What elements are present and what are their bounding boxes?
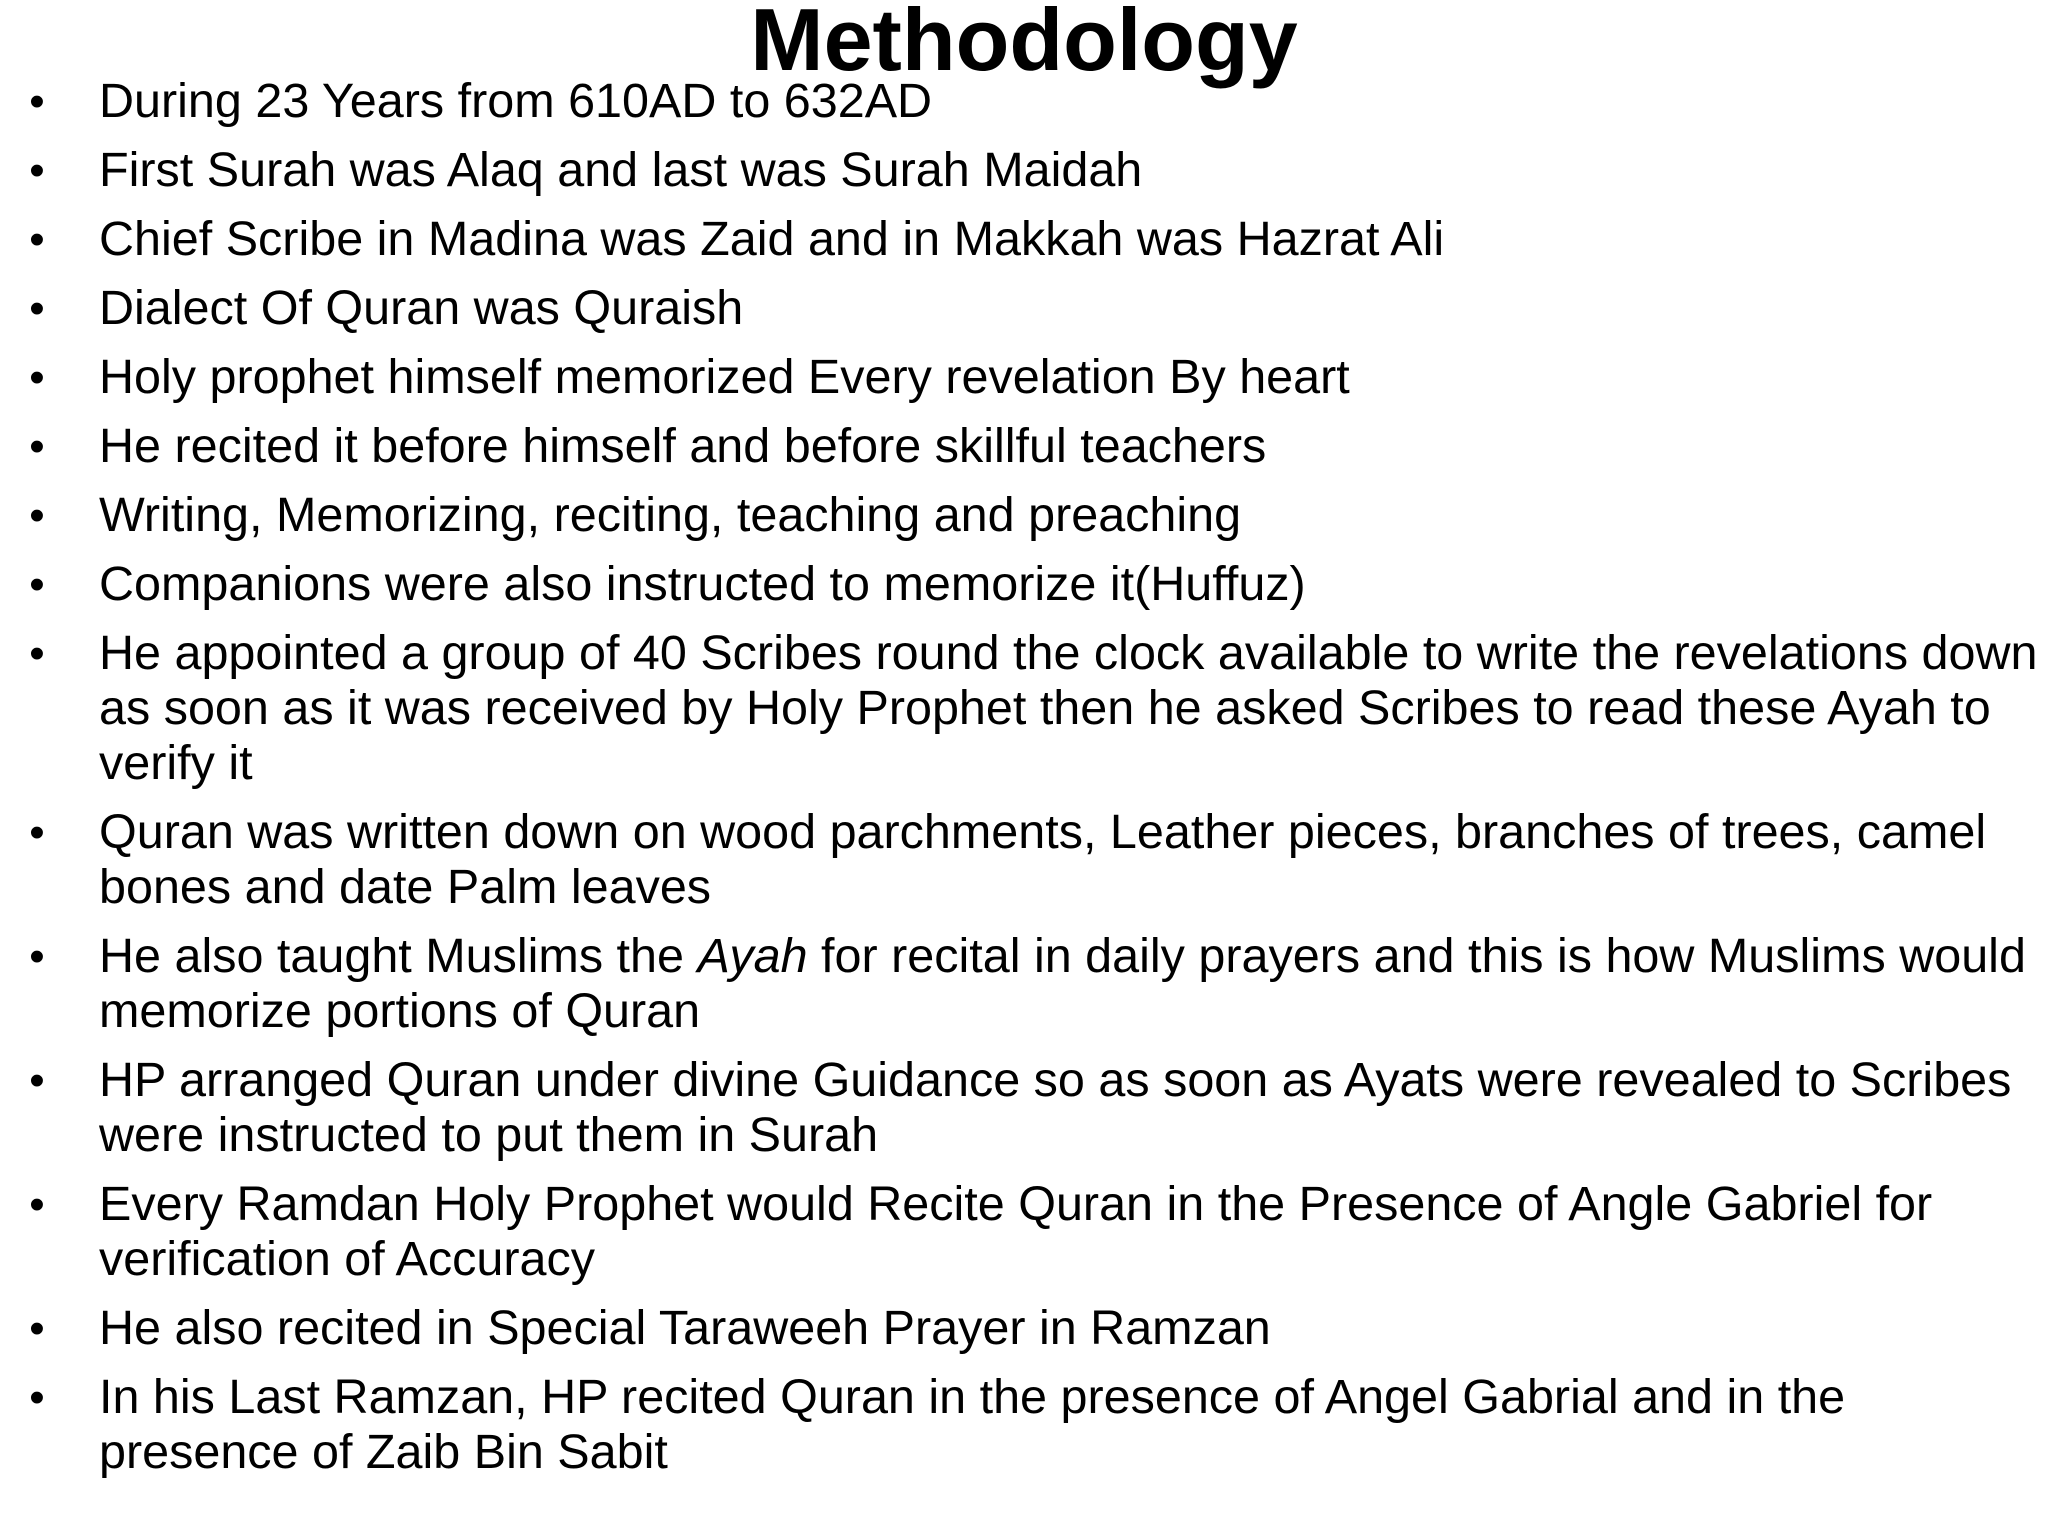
bullet-text-italic: Ayah (697, 929, 808, 983)
bullet-text: He also recited in Special Taraweeh Prayer in Ramzan (99, 1301, 1271, 1355)
bullet-dot-icon: • (29, 1373, 45, 1422)
slide-title: Methodology (750, 0, 1298, 89)
bullet-list (0, 74, 2048, 1494)
bullet-text: He appointed a group of 40 Scribes round the clock available to write the revelations down as soon as it was received by Holy Prophet then he asked Scribes to read these Ayah to verify it (99, 626, 2038, 790)
bullet-item (0, 419, 2048, 474)
bullet-dot-icon: • (29, 1056, 45, 1105)
bullet-item (0, 143, 2048, 198)
bullet-dot-icon: • (29, 932, 45, 981)
bullet-text: HP arranged Quran under divine Guidance so as soon as Ayats were revealed to Scribes were instructed to put them in Surah (99, 1053, 2012, 1162)
bullet-text-part: He also taught Muslims the (99, 929, 698, 983)
bullet-text: Dialect Of Quran was Quraish (99, 281, 744, 335)
bullet-text: Quran was written down on wood parchments, Leather pieces, branches of trees, camel bones and date Palm leaves (99, 805, 1987, 914)
bullet-text: First Surah was Alaq and last was Surah Maidah (99, 143, 1143, 197)
bullet-dot-icon: • (29, 808, 45, 857)
bullet-text: Companions were also instructed to memorize it(Huffuz) (99, 557, 1306, 611)
bullet-dot-icon: • (29, 560, 45, 609)
bullet-dot-icon: • (29, 215, 45, 264)
bullet-item (0, 557, 2048, 612)
bullet-item (0, 805, 2048, 915)
bullet-dot-icon: • (29, 353, 45, 402)
bullet-item (0, 488, 2048, 543)
bullet-item (0, 281, 2048, 336)
bullet-item (0, 626, 2048, 791)
bullet-item (0, 74, 2048, 129)
bullet-dot-icon: • (29, 629, 45, 678)
bullet-item (0, 929, 2048, 1039)
bullet-text: In his Last Ramzan, HP recited Quran in the presence of Angel Gabrial and in the presence of Zaib Bin Sabit (99, 1370, 1846, 1479)
bullet-item (0, 1301, 2048, 1356)
bullet-dot-icon: • (29, 77, 45, 126)
bullet-dot-icon: • (29, 284, 45, 333)
bullet-dot-icon: • (29, 1304, 45, 1353)
bullet-item (0, 212, 2048, 267)
bullet-text: Writing, Memorizing, reciting, teaching and preaching (99, 488, 1242, 542)
bullet-text: Holy prophet himself memorized Every revelation By heart (99, 350, 1350, 404)
bullet-text: During 23 Years from 610AD to 632AD (99, 74, 933, 128)
bullet-text: Chief Scribe in Madina was Zaid and in Makkah was Hazrat Ali (99, 212, 1445, 266)
bullet-dot-icon: • (29, 1180, 45, 1229)
bullet-item (0, 1177, 2048, 1287)
bullet-dot-icon: • (29, 491, 45, 540)
bullet-item (0, 1053, 2048, 1163)
bullet-text: Every Ramdan Holy Prophet would Recite Quran in the Presence of Angle Gabriel for verification of Accuracy (99, 1177, 1933, 1286)
bullet-item (0, 350, 2048, 405)
bullet-text (99, 929, 2026, 1038)
bullet-dot-icon: • (29, 422, 45, 471)
bullet-item (0, 1370, 2048, 1480)
bullet-dot-icon: • (29, 146, 45, 195)
bullet-text: He recited it before himself and before skillful teachers (99, 419, 1267, 473)
bullet-text-part: for recital in daily prayers and this is how Muslims would memorize portions of Quran (99, 929, 2026, 1038)
